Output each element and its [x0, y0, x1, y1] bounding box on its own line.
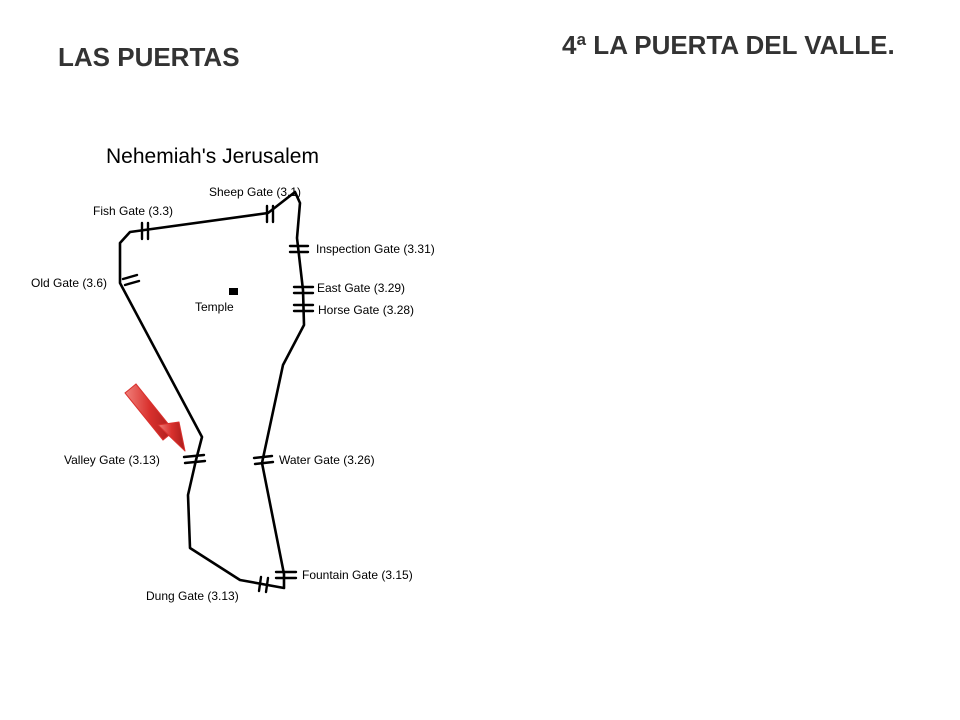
horse-gate-label: Horse Gate (3.28)	[318, 303, 415, 317]
pointer-arrow	[125, 384, 185, 451]
old-gate-marker	[123, 275, 139, 285]
inspection-gate-label: Inspection Gate (3.31)	[316, 242, 435, 256]
fountain-gate-marker	[276, 572, 296, 578]
dung-gate-label: Dung Gate (3.13)	[146, 589, 239, 603]
fountain-gate-label: Fountain Gate (3.15)	[302, 568, 413, 582]
temple-marker	[229, 288, 238, 295]
valley-gate-marker	[184, 455, 205, 463]
sheep-gate-label: Sheep Gate (3.1)	[209, 185, 302, 199]
section-title: LAS PUERTAS	[58, 42, 240, 72]
map-title: Nehemiah's Jerusalem	[106, 145, 319, 168]
valley-gate-label: Valley Gate (3.13)	[64, 453, 160, 467]
sheep-gate-marker	[267, 206, 273, 222]
old-gate-label: Old Gate (3.6)	[31, 276, 108, 290]
water-gate-label: Water Gate (3.26)	[279, 453, 375, 467]
city-wall	[120, 192, 304, 588]
east-gate-label: East Gate (3.29)	[317, 281, 406, 295]
temple-label: Temple	[195, 300, 234, 314]
slide-title: 4ª LA PUERTA DEL VALLE.	[562, 30, 895, 60]
fish-gate-label: Fish Gate (3.3)	[93, 204, 174, 218]
